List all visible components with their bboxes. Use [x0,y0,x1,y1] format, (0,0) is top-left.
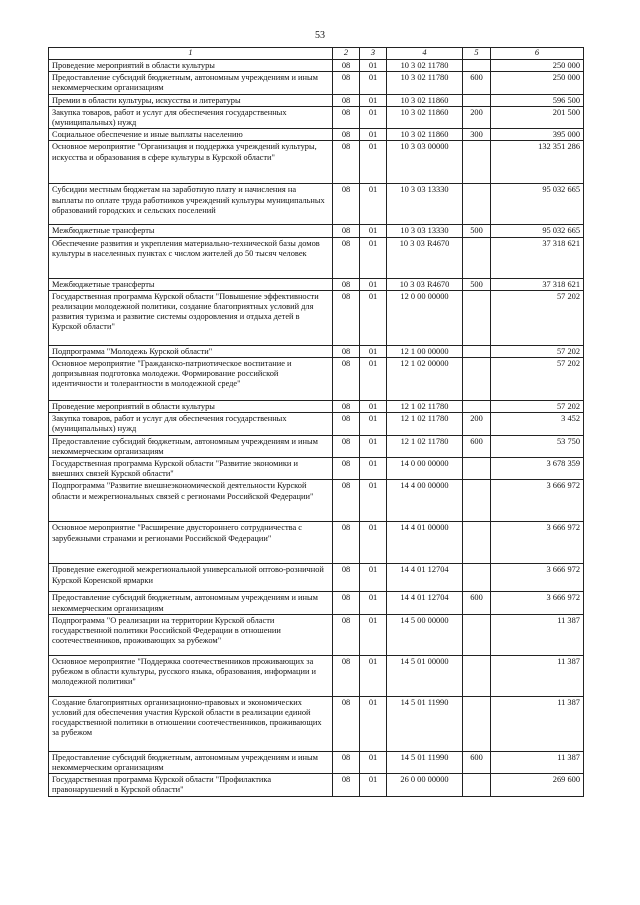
row-target-article: 10 3 03 13330 [387,225,463,237]
row-section: 08 [333,129,360,141]
row-expense-type: 600 [463,592,491,614]
row-expense-type: 600 [463,435,491,457]
row-section: 08 [333,401,360,413]
column-header: 6 [491,48,584,60]
row-name: Закупка товаров, работ и услуг для обеспечения государственных (муниципальных) нужд [49,413,333,435]
table-row [49,141,584,184]
row-subsection: 01 [360,522,387,564]
row-amount: 95 032 665 [491,225,584,237]
row-subsection: 01 [360,106,387,128]
row-name: Закупка товаров, работ и услуг для обеспечения государственных (муниципальных) нужд [49,106,333,128]
row-subsection: 01 [360,655,387,696]
row-amount: 3 666 972 [491,592,584,614]
row-subsection: 01 [360,458,387,480]
row-target-article: 14 4 01 00000 [387,522,463,564]
row-name: Проведение ежегодной межрегиональной универсальной оптово-розничной Курской Коренской ярмарки [49,564,333,592]
row-name: Основное мероприятие "Гражданско-патриотическое воспитание и допризывная подготовка молодежи. Формирование российской идентичности и толерантности в молодежной среде" [49,358,333,401]
row-target-article: 10 3 03 R4670 [387,237,463,278]
row-target-article: 12 1 00 00000 [387,345,463,357]
row-section: 08 [333,413,360,435]
row-amount: 269 600 [491,774,584,796]
table-row [49,401,584,413]
row-target-article: 10 3 03 00000 [387,141,463,184]
row-name: Проведение мероприятий в области культуры [49,401,333,413]
row-section: 08 [333,237,360,278]
row-amount: 57 202 [491,290,584,345]
table-row [49,480,584,522]
row-amount: 3 666 972 [491,480,584,522]
row-target-article: 10 3 03 R4670 [387,278,463,290]
row-target-article: 10 3 02 11860 [387,94,463,106]
row-subsection: 01 [360,592,387,614]
row-name: Предоставление субсидий бюджетным, автономным учреждениям и иным некоммерческим организациям [49,72,333,94]
row-name: Государственная программа Курской области "Развитие экономики и внешних связей Курской области" [49,458,333,480]
row-amount: 250 000 [491,60,584,72]
row-target-article: 14 4 01 12704 [387,564,463,592]
row-name: Государственная программа Курской области "Профилактика правонарушений в Курской области" [49,774,333,796]
row-amount: 596 500 [491,94,584,106]
table-row [49,614,584,655]
row-amount: 11 387 [491,614,584,655]
row-expense-type: 200 [463,106,491,128]
row-section: 08 [333,614,360,655]
table-row [49,435,584,457]
row-section: 08 [333,751,360,773]
row-subsection: 01 [360,129,387,141]
table-row [49,94,584,106]
table-row [49,106,584,128]
row-target-article: 10 3 02 11860 [387,106,463,128]
row-subsection: 01 [360,225,387,237]
row-expense-type [463,345,491,357]
row-expense-type: 600 [463,751,491,773]
row-name: Межбюджетные трансферты [49,278,333,290]
row-expense-type [463,401,491,413]
row-name: Создание благоприятных организационно-правовых и экономических условий для обеспечения участия Курской области в реализации единой государственной политики в отношении соотечественников, проживающих за рубежом [49,696,333,751]
row-name: Подпрограмма "Молодежь Курской области" [49,345,333,357]
row-amount: 250 000 [491,72,584,94]
row-section: 08 [333,184,360,225]
row-section: 08 [333,141,360,184]
table-row [49,237,584,278]
row-name: Государственная программа Курской области "Повышение эффективности реализации молодежной политики, создание благоприятных условий для развития туризма и развитие системы оздоровления и отдыха детей в Курской области" [49,290,333,345]
row-expense-type [463,655,491,696]
table-row [49,129,584,141]
row-target-article: 14 4 01 12704 [387,592,463,614]
row-section: 08 [333,655,360,696]
row-expense-type [463,358,491,401]
row-section: 08 [333,592,360,614]
row-expense-type [463,184,491,225]
row-subsection: 01 [360,614,387,655]
table-row [49,184,584,225]
table-row [49,60,584,72]
row-subsection: 01 [360,774,387,796]
row-amount: 201 500 [491,106,584,128]
row-target-article: 10 3 02 11780 [387,72,463,94]
row-expense-type [463,480,491,522]
row-name: Премии в области культуры, искусства и литературы [49,94,333,106]
table-row [49,358,584,401]
column-header: 3 [360,48,387,60]
row-target-article: 12 1 02 11780 [387,401,463,413]
row-amount: 3 452 [491,413,584,435]
row-amount: 57 202 [491,345,584,357]
row-section: 08 [333,480,360,522]
row-name: Субсидии местным бюджетам на заработную плату и начисления на выплаты по оплате труда работников учреждений культуры муниципальных образований городских и сельских поселений [49,184,333,225]
row-target-article: 26 0 00 00000 [387,774,463,796]
table-row [49,345,584,357]
row-subsection: 01 [360,237,387,278]
row-expense-type: 600 [463,72,491,94]
row-section: 08 [333,435,360,457]
row-section: 08 [333,94,360,106]
row-name: Обеспечение развития и укрепления материально-технической базы домов культуры в населенных пунктах с числом жителей до 50 тысяч человек [49,237,333,278]
row-section: 08 [333,774,360,796]
row-section: 08 [333,106,360,128]
row-amount: 132 351 286 [491,141,584,184]
table-header-row [49,48,584,60]
row-name: Предоставление субсидий бюджетным, автономным учреждениям и иным некоммерческим организациям [49,435,333,457]
row-target-article: 14 0 00 00000 [387,458,463,480]
row-target-article: 12 1 02 11780 [387,413,463,435]
row-expense-type: 500 [463,278,491,290]
row-subsection: 01 [360,480,387,522]
table-row [49,72,584,94]
row-target-article: 10 3 03 13330 [387,184,463,225]
row-target-article: 12 0 00 00000 [387,290,463,345]
row-name: Предоставление субсидий бюджетным, автономным учреждениям и иным некоммерческим организациям [49,751,333,773]
row-section: 08 [333,522,360,564]
row-target-article: 14 5 01 11990 [387,751,463,773]
column-header: 2 [333,48,360,60]
row-name: Основное мероприятие "Расширение двустороннего сотрудничества с зарубежными странами и регионами Российской Федерации" [49,522,333,564]
row-section: 08 [333,696,360,751]
row-subsection: 01 [360,94,387,106]
row-amount: 57 202 [491,401,584,413]
table-row [49,290,584,345]
row-expense-type [463,290,491,345]
row-subsection: 01 [360,72,387,94]
row-subsection: 01 [360,401,387,413]
row-target-article: 14 5 01 11990 [387,696,463,751]
table-row [49,225,584,237]
row-section: 08 [333,225,360,237]
row-amount: 395 000 [491,129,584,141]
column-header: 4 [387,48,463,60]
row-target-article: 10 3 02 11860 [387,129,463,141]
row-name: Основное мероприятие "Организация и поддержка учреждений культуры, искусства и образования в сфере культуры в Курской области" [49,141,333,184]
row-expense-type [463,522,491,564]
table-row [49,522,584,564]
row-expense-type [463,141,491,184]
row-expense-type [463,774,491,796]
row-section: 08 [333,564,360,592]
table-row [49,774,584,796]
table-row [49,458,584,480]
column-header: 1 [49,48,333,60]
row-target-article: 12 1 02 00000 [387,358,463,401]
table-row [49,413,584,435]
budget-table [48,47,584,797]
row-target-article: 12 1 02 11780 [387,435,463,457]
row-expense-type [463,94,491,106]
row-subsection: 01 [360,60,387,72]
row-expense-type: 500 [463,225,491,237]
row-name: Подпрограмма "О реализации на территории Курской области государственной политики Российской Федерации в отношении соотечественников, проживающих за рубежом" [49,614,333,655]
row-subsection: 01 [360,184,387,225]
row-name: Подпрограмма "Развитие внешнеэкономической деятельности Курской области и межрегиональных связей с регионами Российской Федерации" [49,480,333,522]
row-amount: 53 750 [491,435,584,457]
row-target-article: 14 5 01 00000 [387,655,463,696]
row-name: Предоставление субсидий бюджетным, автономным учреждениям и иным некоммерческим организациям [49,592,333,614]
row-section: 08 [333,278,360,290]
row-subsection: 01 [360,564,387,592]
table-row [49,278,584,290]
row-target-article: 14 5 00 00000 [387,614,463,655]
row-amount: 37 318 621 [491,278,584,290]
row-expense-type [463,237,491,278]
row-expense-type [463,458,491,480]
row-amount: 3 666 972 [491,564,584,592]
row-section: 08 [333,458,360,480]
row-section: 08 [333,290,360,345]
column-header: 5 [463,48,491,60]
table-row [49,751,584,773]
row-subsection: 01 [360,751,387,773]
row-expense-type [463,564,491,592]
row-target-article: 10 3 02 11780 [387,60,463,72]
row-amount: 11 387 [491,751,584,773]
table-row [49,564,584,592]
row-expense-type [463,696,491,751]
row-subsection: 01 [360,141,387,184]
row-target-article: 14 4 00 00000 [387,480,463,522]
row-section: 08 [333,358,360,401]
row-subsection: 01 [360,358,387,401]
row-subsection: 01 [360,345,387,357]
row-expense-type: 300 [463,129,491,141]
row-amount: 11 387 [491,696,584,751]
row-subsection: 01 [360,435,387,457]
row-name: Межбюджетные трансферты [49,225,333,237]
row-section: 08 [333,345,360,357]
row-name: Проведение мероприятий в области культуры [49,60,333,72]
row-amount: 37 318 621 [491,237,584,278]
table-row [49,655,584,696]
table-row [49,696,584,751]
row-subsection: 01 [360,413,387,435]
row-amount: 11 387 [491,655,584,696]
row-expense-type [463,60,491,72]
row-subsection: 01 [360,278,387,290]
row-section: 08 [333,60,360,72]
row-section: 08 [333,72,360,94]
row-amount: 95 032 665 [491,184,584,225]
row-amount: 57 202 [491,358,584,401]
row-name: Социальное обеспечение и иные выплаты населению [49,129,333,141]
table-body [49,60,584,797]
row-name: Основное мероприятие "Поддержка соотечественников проживающих за рубежом в области культуры, русского языка, образования, информации и молодежной политики" [49,655,333,696]
row-expense-type: 200 [463,413,491,435]
row-subsection: 01 [360,696,387,751]
table-row [49,592,584,614]
row-expense-type [463,614,491,655]
row-amount: 3 666 972 [491,522,584,564]
row-subsection: 01 [360,290,387,345]
row-amount: 3 678 359 [491,458,584,480]
page-number: 53 [315,30,325,41]
